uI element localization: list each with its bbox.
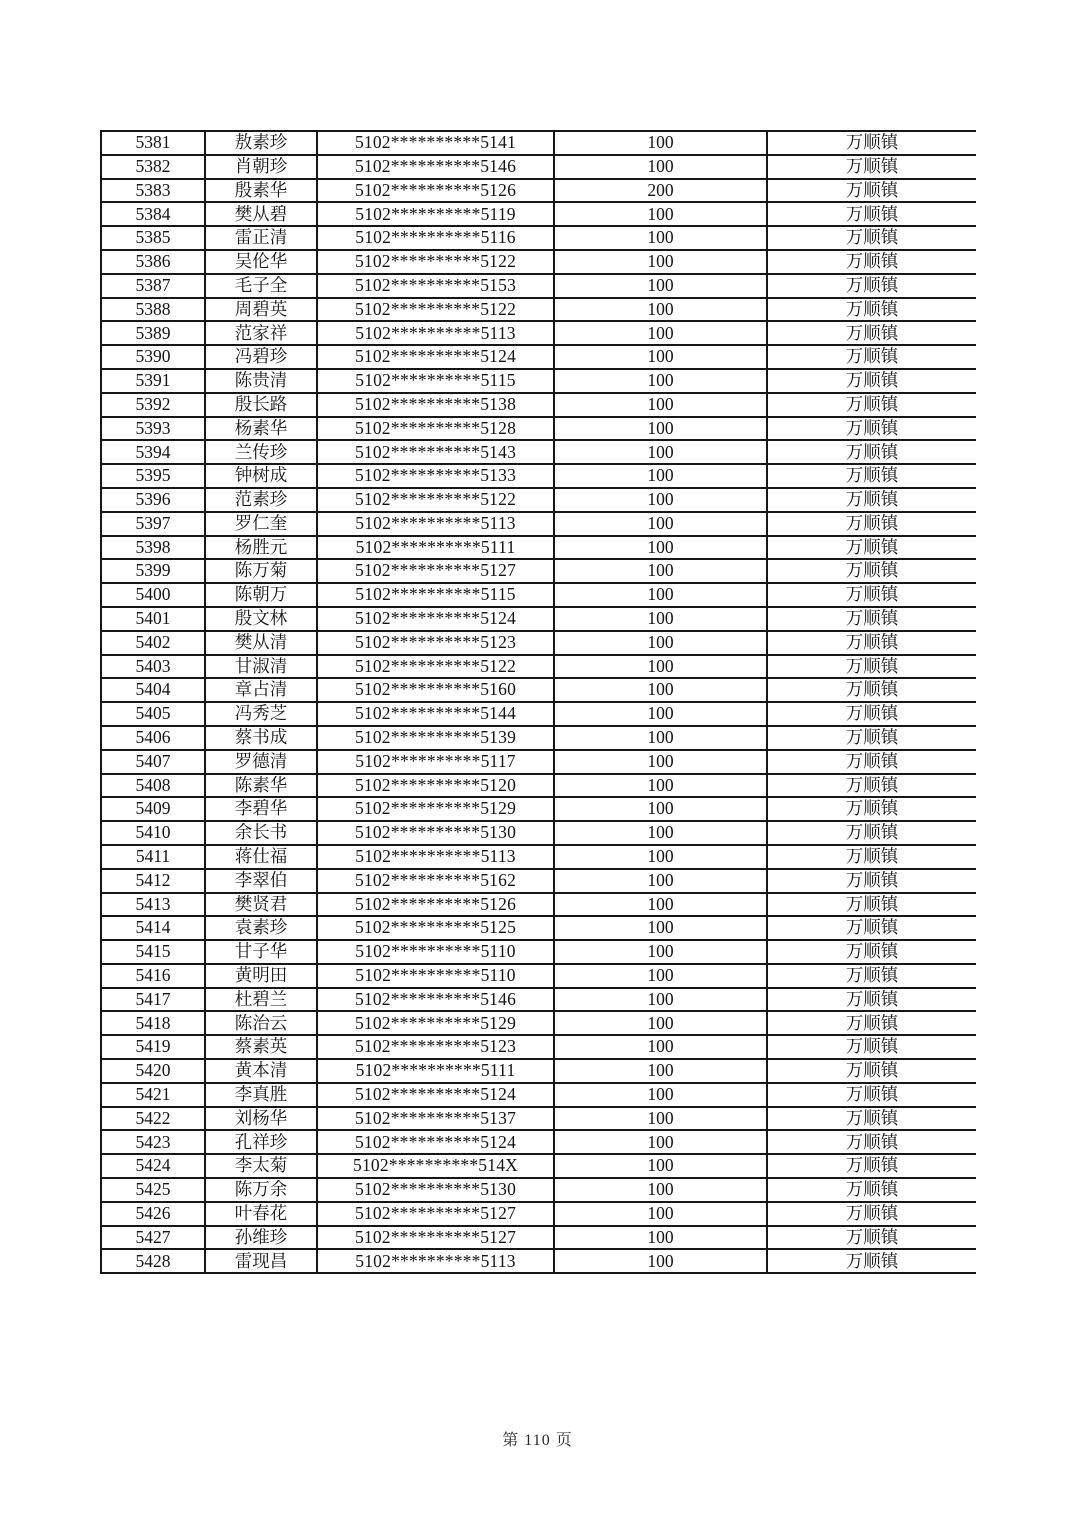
id-cell: 5102**********5122 bbox=[317, 298, 554, 322]
name-cell: 肖朝珍 bbox=[205, 155, 317, 179]
id-cell: 5102**********5125 bbox=[317, 916, 554, 940]
table-row bbox=[101, 1130, 976, 1154]
name-cell: 吴伦华 bbox=[205, 250, 317, 274]
id-cell: 5102**********5110 bbox=[317, 964, 554, 988]
name-cell: 钟树成 bbox=[205, 464, 317, 488]
id-cell: 5102**********5127 bbox=[317, 559, 554, 583]
id-cell: 5102**********5113 bbox=[317, 1249, 554, 1273]
table-row bbox=[101, 1178, 976, 1202]
serial-cell: 5385 bbox=[101, 226, 205, 250]
table-row bbox=[101, 321, 976, 345]
serial-cell: 5407 bbox=[101, 750, 205, 774]
table-row bbox=[101, 298, 976, 322]
serial-cell: 5399 bbox=[101, 559, 205, 583]
id-cell: 5102**********5113 bbox=[317, 321, 554, 345]
town-cell: 万顺镇 bbox=[767, 321, 976, 345]
town-cell: 万顺镇 bbox=[767, 1107, 976, 1131]
name-cell: 杨胜元 bbox=[205, 536, 317, 560]
id-cell: 5102**********5129 bbox=[317, 797, 554, 821]
town-cell: 万顺镇 bbox=[767, 893, 976, 917]
amount-cell: 100 bbox=[554, 821, 767, 845]
name-cell: 陈治云 bbox=[205, 1011, 317, 1035]
town-cell: 万顺镇 bbox=[767, 1130, 976, 1154]
amount-cell: 100 bbox=[554, 678, 767, 702]
page-footer: 第 110 页 bbox=[502, 1432, 573, 1449]
serial-cell: 5421 bbox=[101, 1083, 205, 1107]
amount-cell: 100 bbox=[554, 345, 767, 369]
id-cell: 5102**********5124 bbox=[317, 1130, 554, 1154]
table-row bbox=[101, 1011, 976, 1035]
town-cell: 万顺镇 bbox=[767, 369, 976, 393]
table-row bbox=[101, 464, 976, 488]
amount-cell: 100 bbox=[554, 417, 767, 441]
table-row bbox=[101, 631, 976, 655]
name-cell: 罗德清 bbox=[205, 750, 317, 774]
serial-cell: 5419 bbox=[101, 1035, 205, 1059]
amount-cell: 100 bbox=[554, 893, 767, 917]
name-cell: 冯碧珍 bbox=[205, 345, 317, 369]
amount-cell: 100 bbox=[554, 1178, 767, 1202]
town-cell: 万顺镇 bbox=[767, 607, 976, 631]
town-cell: 万顺镇 bbox=[767, 250, 976, 274]
table-row bbox=[101, 393, 976, 417]
id-cell: 5102**********5129 bbox=[317, 1011, 554, 1035]
table-row bbox=[101, 1083, 976, 1107]
amount-cell: 100 bbox=[554, 512, 767, 536]
name-cell: 李真胜 bbox=[205, 1083, 317, 1107]
table-row bbox=[101, 179, 976, 203]
name-cell: 甘子华 bbox=[205, 940, 317, 964]
name-cell: 陈贵清 bbox=[205, 369, 317, 393]
id-cell: 5102**********5124 bbox=[317, 1083, 554, 1107]
name-cell: 叶春花 bbox=[205, 1202, 317, 1226]
table-row bbox=[101, 821, 976, 845]
name-cell: 毛子全 bbox=[205, 274, 317, 298]
serial-cell: 5412 bbox=[101, 869, 205, 893]
table-row bbox=[101, 869, 976, 893]
amount-cell: 100 bbox=[554, 226, 767, 250]
id-cell: 5102**********5119 bbox=[317, 202, 554, 226]
town-cell: 万顺镇 bbox=[767, 179, 976, 203]
id-cell: 5102**********5130 bbox=[317, 1178, 554, 1202]
name-cell: 余长书 bbox=[205, 821, 317, 845]
serial-cell: 5422 bbox=[101, 1107, 205, 1131]
id-cell: 5102**********5123 bbox=[317, 631, 554, 655]
town-cell: 万顺镇 bbox=[767, 1178, 976, 1202]
id-cell: 5102**********5133 bbox=[317, 464, 554, 488]
id-cell: 5102**********5122 bbox=[317, 488, 554, 512]
table-row bbox=[101, 797, 976, 821]
town-cell: 万顺镇 bbox=[767, 678, 976, 702]
name-cell: 周碧英 bbox=[205, 298, 317, 322]
amount-cell: 100 bbox=[554, 369, 767, 393]
serial-cell: 5400 bbox=[101, 583, 205, 607]
table-row bbox=[101, 1035, 976, 1059]
table-row bbox=[101, 202, 976, 226]
id-cell: 5102**********5144 bbox=[317, 702, 554, 726]
table-row bbox=[101, 678, 976, 702]
amount-cell: 100 bbox=[554, 964, 767, 988]
town-cell: 万顺镇 bbox=[767, 417, 976, 441]
name-cell: 李翠伯 bbox=[205, 869, 317, 893]
amount-cell: 100 bbox=[554, 702, 767, 726]
serial-cell: 5405 bbox=[101, 702, 205, 726]
name-cell: 范素珍 bbox=[205, 488, 317, 512]
serial-cell: 5401 bbox=[101, 607, 205, 631]
id-cell: 5102**********5117 bbox=[317, 750, 554, 774]
table-row bbox=[101, 226, 976, 250]
name-cell: 殷素华 bbox=[205, 179, 317, 203]
town-cell: 万顺镇 bbox=[767, 1154, 976, 1178]
town-cell: 万顺镇 bbox=[767, 940, 976, 964]
town-cell: 万顺镇 bbox=[767, 131, 976, 155]
id-cell: 5102**********514X bbox=[317, 1154, 554, 1178]
town-cell: 万顺镇 bbox=[767, 274, 976, 298]
beneficiary-table bbox=[100, 130, 976, 1274]
serial-cell: 5383 bbox=[101, 179, 205, 203]
town-cell: 万顺镇 bbox=[767, 964, 976, 988]
serial-cell: 5406 bbox=[101, 726, 205, 750]
id-cell: 5102**********5141 bbox=[317, 131, 554, 155]
serial-cell: 5402 bbox=[101, 631, 205, 655]
table-row bbox=[101, 536, 976, 560]
serial-cell: 5413 bbox=[101, 893, 205, 917]
id-cell: 5102**********5113 bbox=[317, 845, 554, 869]
town-cell: 万顺镇 bbox=[767, 464, 976, 488]
town-cell: 万顺镇 bbox=[767, 655, 976, 679]
serial-cell: 5389 bbox=[101, 321, 205, 345]
town-cell: 万顺镇 bbox=[767, 1035, 976, 1059]
town-cell: 万顺镇 bbox=[767, 750, 976, 774]
name-cell: 殷长路 bbox=[205, 393, 317, 417]
amount-cell: 100 bbox=[554, 1226, 767, 1250]
serial-cell: 5423 bbox=[101, 1130, 205, 1154]
town-cell: 万顺镇 bbox=[767, 583, 976, 607]
serial-cell: 5416 bbox=[101, 964, 205, 988]
name-cell: 甘淑清 bbox=[205, 655, 317, 679]
serial-cell: 5418 bbox=[101, 1011, 205, 1035]
town-cell: 万顺镇 bbox=[767, 440, 976, 464]
amount-cell: 200 bbox=[554, 179, 767, 203]
table-row bbox=[101, 369, 976, 393]
id-cell: 5102**********5124 bbox=[317, 345, 554, 369]
town-cell: 万顺镇 bbox=[767, 631, 976, 655]
town-cell: 万顺镇 bbox=[767, 916, 976, 940]
table-row bbox=[101, 131, 976, 155]
town-cell: 万顺镇 bbox=[767, 1202, 976, 1226]
name-cell: 孙维珍 bbox=[205, 1226, 317, 1250]
serial-cell: 5409 bbox=[101, 797, 205, 821]
town-cell: 万顺镇 bbox=[767, 1249, 976, 1273]
id-cell: 5102**********5113 bbox=[317, 512, 554, 536]
name-cell: 冯秀芝 bbox=[205, 702, 317, 726]
amount-cell: 100 bbox=[554, 393, 767, 417]
amount-cell: 100 bbox=[554, 155, 767, 179]
town-cell: 万顺镇 bbox=[767, 298, 976, 322]
name-cell: 蔡书成 bbox=[205, 726, 317, 750]
table-row bbox=[101, 559, 976, 583]
amount-cell: 100 bbox=[554, 869, 767, 893]
id-cell: 5102**********5128 bbox=[317, 417, 554, 441]
name-cell: 雷现昌 bbox=[205, 1249, 317, 1273]
amount-cell: 100 bbox=[554, 488, 767, 512]
table-row bbox=[101, 1059, 976, 1083]
amount-cell: 100 bbox=[554, 726, 767, 750]
amount-cell: 100 bbox=[554, 559, 767, 583]
serial-cell: 5408 bbox=[101, 774, 205, 798]
name-cell: 李碧华 bbox=[205, 797, 317, 821]
id-cell: 5102**********5160 bbox=[317, 678, 554, 702]
town-cell: 万顺镇 bbox=[767, 821, 976, 845]
serial-cell: 5424 bbox=[101, 1154, 205, 1178]
table-row bbox=[101, 274, 976, 298]
table-row bbox=[101, 583, 976, 607]
town-cell: 万顺镇 bbox=[767, 202, 976, 226]
table-row bbox=[101, 750, 976, 774]
table-row bbox=[101, 345, 976, 369]
serial-cell: 5397 bbox=[101, 512, 205, 536]
serial-cell: 5395 bbox=[101, 464, 205, 488]
name-cell: 敖素珍 bbox=[205, 131, 317, 155]
amount-cell: 100 bbox=[554, 202, 767, 226]
name-cell: 孔祥珍 bbox=[205, 1130, 317, 1154]
name-cell: 李太菊 bbox=[205, 1154, 317, 1178]
serial-cell: 5410 bbox=[101, 821, 205, 845]
serial-cell: 5420 bbox=[101, 1059, 205, 1083]
serial-cell: 5404 bbox=[101, 678, 205, 702]
town-cell: 万顺镇 bbox=[767, 559, 976, 583]
serial-cell: 5417 bbox=[101, 988, 205, 1012]
id-cell: 5102**********5143 bbox=[317, 440, 554, 464]
town-cell: 万顺镇 bbox=[767, 988, 976, 1012]
table-row bbox=[101, 607, 976, 631]
amount-cell: 100 bbox=[554, 655, 767, 679]
serial-cell: 5384 bbox=[101, 202, 205, 226]
name-cell: 樊从碧 bbox=[205, 202, 317, 226]
town-cell: 万顺镇 bbox=[767, 845, 976, 869]
amount-cell: 100 bbox=[554, 274, 767, 298]
town-cell: 万顺镇 bbox=[767, 774, 976, 798]
town-cell: 万顺镇 bbox=[767, 1226, 976, 1250]
id-cell: 5102**********5116 bbox=[317, 226, 554, 250]
serial-cell: 5398 bbox=[101, 536, 205, 560]
serial-cell: 5403 bbox=[101, 655, 205, 679]
amount-cell: 100 bbox=[554, 131, 767, 155]
town-cell: 万顺镇 bbox=[767, 345, 976, 369]
town-cell: 万顺镇 bbox=[767, 488, 976, 512]
name-cell: 杜碧兰 bbox=[205, 988, 317, 1012]
amount-cell: 100 bbox=[554, 1035, 767, 1059]
amount-cell: 100 bbox=[554, 631, 767, 655]
name-cell: 陈万菊 bbox=[205, 559, 317, 583]
id-cell: 5102**********5138 bbox=[317, 393, 554, 417]
id-cell: 5102**********5111 bbox=[317, 536, 554, 560]
amount-cell: 100 bbox=[554, 440, 767, 464]
town-cell: 万顺镇 bbox=[767, 155, 976, 179]
table-row bbox=[101, 845, 976, 869]
serial-cell: 5411 bbox=[101, 845, 205, 869]
amount-cell: 100 bbox=[554, 750, 767, 774]
table-row bbox=[101, 440, 976, 464]
name-cell: 袁素珍 bbox=[205, 916, 317, 940]
town-cell: 万顺镇 bbox=[767, 1083, 976, 1107]
name-cell: 陈万余 bbox=[205, 1178, 317, 1202]
amount-cell: 100 bbox=[554, 1249, 767, 1273]
id-cell: 5102**********5130 bbox=[317, 821, 554, 845]
town-cell: 万顺镇 bbox=[767, 702, 976, 726]
serial-cell: 5392 bbox=[101, 393, 205, 417]
serial-cell: 5394 bbox=[101, 440, 205, 464]
id-cell: 5102**********5124 bbox=[317, 607, 554, 631]
amount-cell: 100 bbox=[554, 607, 767, 631]
serial-cell: 5415 bbox=[101, 940, 205, 964]
name-cell: 蔡素英 bbox=[205, 1035, 317, 1059]
name-cell: 兰传珍 bbox=[205, 440, 317, 464]
id-cell: 5102**********5126 bbox=[317, 893, 554, 917]
name-cell: 陈素华 bbox=[205, 774, 317, 798]
serial-cell: 5381 bbox=[101, 131, 205, 155]
table-row bbox=[101, 512, 976, 536]
name-cell: 范家祥 bbox=[205, 321, 317, 345]
table-row bbox=[101, 155, 976, 179]
amount-cell: 100 bbox=[554, 1059, 767, 1083]
serial-cell: 5428 bbox=[101, 1249, 205, 1273]
table-row bbox=[101, 916, 976, 940]
table-row bbox=[101, 1107, 976, 1131]
town-cell: 万顺镇 bbox=[767, 1059, 976, 1083]
id-cell: 5102**********5127 bbox=[317, 1202, 554, 1226]
id-cell: 5102**********5123 bbox=[317, 1035, 554, 1059]
serial-cell: 5414 bbox=[101, 916, 205, 940]
id-cell: 5102**********5146 bbox=[317, 155, 554, 179]
serial-cell: 5388 bbox=[101, 298, 205, 322]
town-cell: 万顺镇 bbox=[767, 869, 976, 893]
name-cell: 蒋仕福 bbox=[205, 845, 317, 869]
table-row bbox=[101, 964, 976, 988]
table-row bbox=[101, 726, 976, 750]
amount-cell: 100 bbox=[554, 1154, 767, 1178]
serial-cell: 5393 bbox=[101, 417, 205, 441]
amount-cell: 100 bbox=[554, 464, 767, 488]
serial-cell: 5396 bbox=[101, 488, 205, 512]
table-row bbox=[101, 774, 976, 798]
table-row bbox=[101, 1202, 976, 1226]
amount-cell: 100 bbox=[554, 845, 767, 869]
table-row bbox=[101, 1154, 976, 1178]
amount-cell: 100 bbox=[554, 1107, 767, 1131]
town-cell: 万顺镇 bbox=[767, 226, 976, 250]
amount-cell: 100 bbox=[554, 940, 767, 964]
table-row bbox=[101, 940, 976, 964]
id-cell: 5102**********5110 bbox=[317, 940, 554, 964]
table-row bbox=[101, 893, 976, 917]
serial-cell: 5391 bbox=[101, 369, 205, 393]
name-cell: 陈朝万 bbox=[205, 583, 317, 607]
amount-cell: 100 bbox=[554, 1011, 767, 1035]
amount-cell: 100 bbox=[554, 583, 767, 607]
amount-cell: 100 bbox=[554, 1130, 767, 1154]
name-cell: 黄本清 bbox=[205, 1059, 317, 1083]
id-cell: 5102**********5139 bbox=[317, 726, 554, 750]
town-cell: 万顺镇 bbox=[767, 1011, 976, 1035]
town-cell: 万顺镇 bbox=[767, 797, 976, 821]
name-cell: 罗仁奎 bbox=[205, 512, 317, 536]
name-cell: 刘杨华 bbox=[205, 1107, 317, 1131]
amount-cell: 100 bbox=[554, 1202, 767, 1226]
table-row bbox=[101, 488, 976, 512]
table-row bbox=[101, 1249, 976, 1273]
id-cell: 5102**********5115 bbox=[317, 369, 554, 393]
id-cell: 5102**********5126 bbox=[317, 179, 554, 203]
serial-cell: 5426 bbox=[101, 1202, 205, 1226]
name-cell: 章占清 bbox=[205, 678, 317, 702]
name-cell: 雷正清 bbox=[205, 226, 317, 250]
table-body bbox=[101, 131, 976, 1273]
amount-cell: 100 bbox=[554, 774, 767, 798]
serial-cell: 5387 bbox=[101, 274, 205, 298]
id-cell: 5102**********5120 bbox=[317, 774, 554, 798]
serial-cell: 5427 bbox=[101, 1226, 205, 1250]
table-row bbox=[101, 988, 976, 1012]
amount-cell: 100 bbox=[554, 298, 767, 322]
amount-cell: 100 bbox=[554, 988, 767, 1012]
id-cell: 5102**********5115 bbox=[317, 583, 554, 607]
amount-cell: 100 bbox=[554, 321, 767, 345]
amount-cell: 100 bbox=[554, 250, 767, 274]
town-cell: 万顺镇 bbox=[767, 726, 976, 750]
id-cell: 5102**********5153 bbox=[317, 274, 554, 298]
name-cell: 樊贤君 bbox=[205, 893, 317, 917]
name-cell: 殷文林 bbox=[205, 607, 317, 631]
amount-cell: 100 bbox=[554, 536, 767, 560]
table-row bbox=[101, 655, 976, 679]
serial-cell: 5390 bbox=[101, 345, 205, 369]
table-row bbox=[101, 702, 976, 726]
name-cell: 樊从清 bbox=[205, 631, 317, 655]
id-cell: 5102**********5122 bbox=[317, 655, 554, 679]
name-cell: 黄明田 bbox=[205, 964, 317, 988]
id-cell: 5102**********5127 bbox=[317, 1226, 554, 1250]
serial-cell: 5425 bbox=[101, 1178, 205, 1202]
serial-cell: 5382 bbox=[101, 155, 205, 179]
amount-cell: 100 bbox=[554, 797, 767, 821]
town-cell: 万顺镇 bbox=[767, 536, 976, 560]
id-cell: 5102**********5111 bbox=[317, 1059, 554, 1083]
table-row bbox=[101, 417, 976, 441]
town-cell: 万顺镇 bbox=[767, 393, 976, 417]
serial-cell: 5386 bbox=[101, 250, 205, 274]
id-cell: 5102**********5122 bbox=[317, 250, 554, 274]
town-cell: 万顺镇 bbox=[767, 512, 976, 536]
id-cell: 5102**********5137 bbox=[317, 1107, 554, 1131]
name-cell: 杨素华 bbox=[205, 417, 317, 441]
id-cell: 5102**********5146 bbox=[317, 988, 554, 1012]
amount-cell: 100 bbox=[554, 916, 767, 940]
table-row bbox=[101, 1226, 976, 1250]
id-cell: 5102**********5162 bbox=[317, 869, 554, 893]
table-row bbox=[101, 250, 976, 274]
amount-cell: 100 bbox=[554, 1083, 767, 1107]
